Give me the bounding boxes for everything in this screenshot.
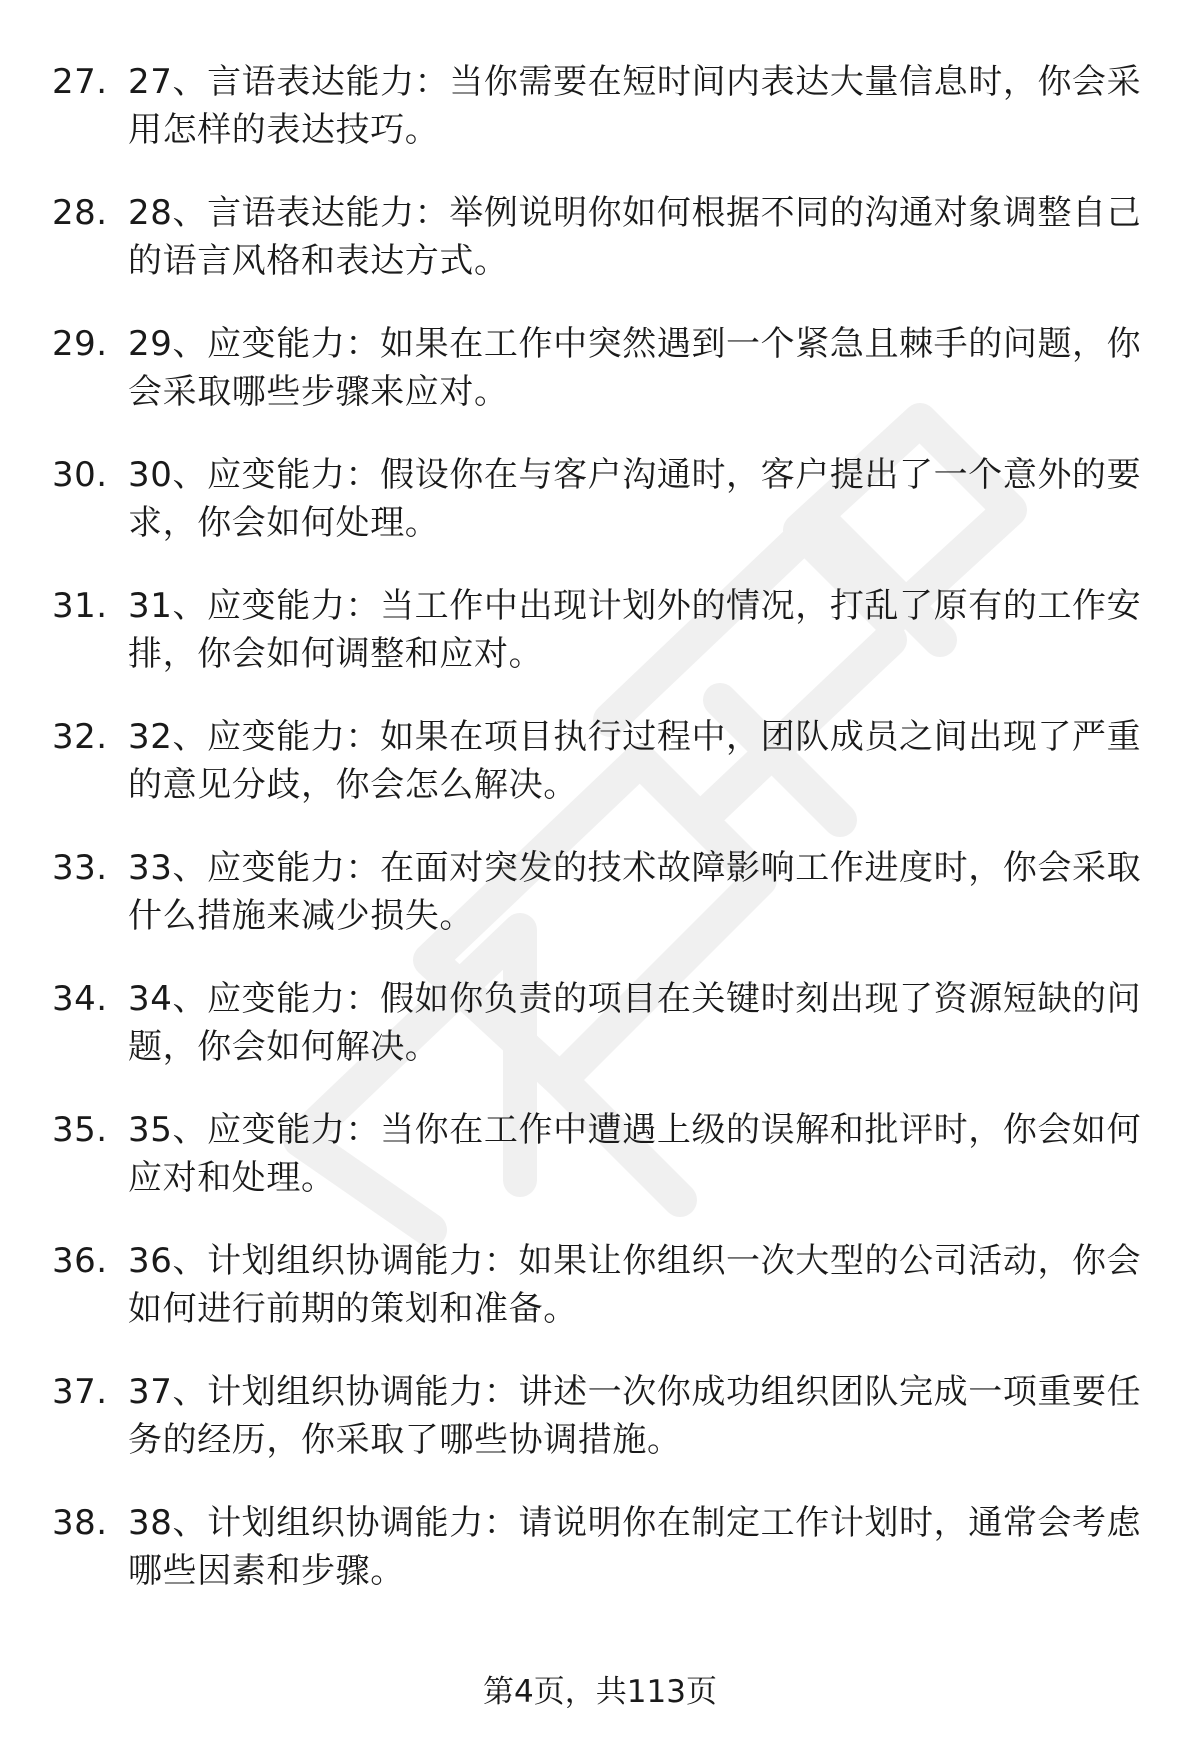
item-number: 33.	[52, 848, 108, 888]
item-number: 32.	[52, 717, 108, 757]
list-item	[52, 975, 1152, 1106]
item-number: 34.	[52, 979, 108, 1019]
list-item	[52, 1106, 1152, 1237]
list-item	[52, 1368, 1152, 1499]
list-item	[52, 189, 1152, 320]
item-number: 38.	[52, 1503, 108, 1543]
item-text: 34、应变能力：假如你负责的项目在关键时刻出现了资源短缺的问题，你会如何解决。	[128, 979, 1142, 1067]
list-item	[52, 844, 1152, 975]
list-item	[52, 582, 1152, 713]
item-text: 32、应变能力：如果在项目执行过程中，团队成员之间出现了严重的意见分歧，你会怎么解决。	[128, 717, 1142, 805]
list-item	[52, 713, 1152, 844]
item-text: 27、言语表达能力：当你需要在短时间内表达大量信息时，你会采用怎样的表达技巧。	[128, 62, 1142, 150]
item-number: 30.	[52, 455, 108, 495]
item-number: 37.	[52, 1372, 108, 1412]
page-footer: 第4页，共113页	[483, 1674, 717, 1710]
item-text: 36、计划组织协调能力：如果让你组织一次大型的公司活动，你会如何进行前期的策划和准备。	[128, 1241, 1142, 1329]
item-text: 28、言语表达能力：举例说明你如何根据不同的沟通对象调整自己的语言风格和表达方式。	[128, 193, 1142, 281]
item-number: 35.	[52, 1110, 108, 1150]
item-text: 35、应变能力：当你在工作中遭遇上级的误解和批评时，你会如何应对和处理。	[128, 1110, 1142, 1198]
item-text: 30、应变能力：假设你在与客户沟通时，客户提出了一个意外的要求，你会如何处理。	[128, 455, 1142, 543]
item-text: 38、计划组织协调能力：请说明你在制定工作计划时，通常会考虑哪些因素和步骤。	[128, 1503, 1142, 1591]
list-item	[52, 58, 1152, 189]
item-number: 36.	[52, 1241, 108, 1281]
item-text: 37、计划组织协调能力：讲述一次你成功组织团队完成一项重要任务的经历，你采取了哪些协调措施。	[128, 1372, 1142, 1460]
list-item	[52, 320, 1152, 451]
item-text: 31、应变能力：当工作中出现计划外的情况，打乱了原有的工作安排，你会如何调整和应对。	[128, 586, 1142, 674]
item-number: 27.	[52, 62, 108, 102]
list-item	[52, 1499, 1152, 1630]
item-number: 28.	[52, 193, 108, 233]
question-list	[52, 58, 1152, 1630]
list-item	[52, 1237, 1152, 1368]
item-number: 29.	[52, 324, 108, 364]
list-item	[52, 451, 1152, 582]
item-text: 29、应变能力：如果在工作中突然遇到一个紧急且棘手的问题，你会采取哪些步骤来应对。	[128, 324, 1142, 412]
item-number: 31.	[52, 586, 108, 626]
item-text: 33、应变能力：在面对突发的技术故障影响工作进度时，你会采取什么措施来减少损失。	[128, 848, 1142, 936]
